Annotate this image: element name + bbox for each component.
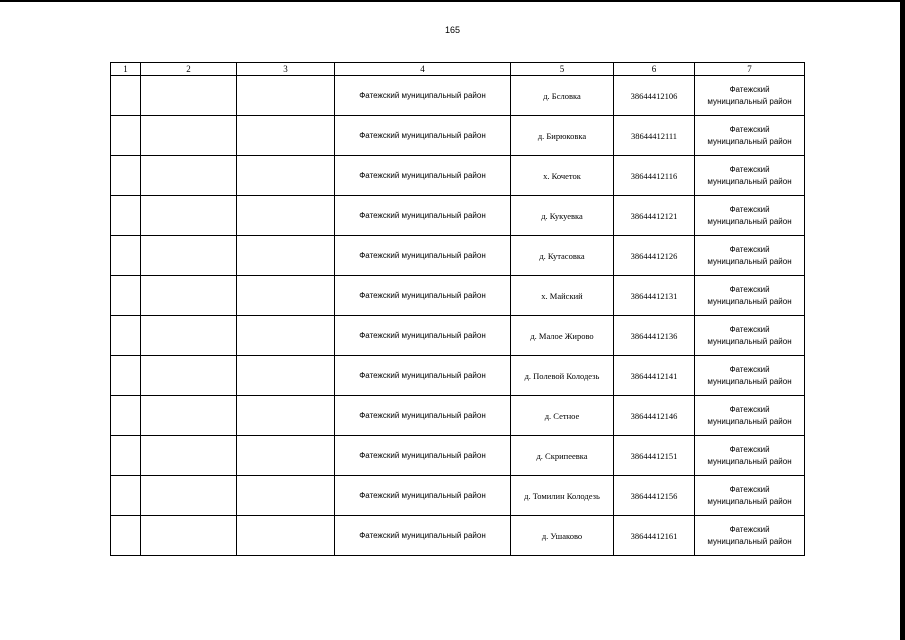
- municipality-line-1: Фатежский: [729, 484, 770, 494]
- municipality-line-1: Фатежский: [729, 524, 770, 534]
- table-row: [111, 236, 805, 276]
- column-header-1: 1: [111, 63, 141, 76]
- cell-settlement: д. Томилин Колодезь: [511, 476, 614, 516]
- table-row: [111, 356, 805, 396]
- cell-col1: [111, 356, 141, 396]
- cell-col3: [237, 196, 335, 236]
- cell-code: 38644412111: [614, 116, 695, 156]
- municipality-line-1: Фатежский: [729, 204, 770, 214]
- cell-col1: [111, 156, 141, 196]
- cell-col2: [141, 236, 237, 276]
- cell-municipality: [695, 316, 805, 356]
- cell-col3: [237, 116, 335, 156]
- cell-municipality: [695, 396, 805, 436]
- cell-col1: [111, 76, 141, 116]
- table-body: [111, 76, 805, 556]
- cell-municipality: [695, 356, 805, 396]
- column-header-3: 3: [237, 63, 335, 76]
- cell-col1: [111, 316, 141, 356]
- municipality-line-2: муниципальный район: [707, 96, 792, 106]
- municipality-line-1: Фатежский: [729, 124, 770, 134]
- cell-code: 38644412151: [614, 436, 695, 476]
- cell-col1: [111, 196, 141, 236]
- cell-district: Фатежский муниципальный район: [335, 516, 511, 556]
- cell-col3: [237, 276, 335, 316]
- cell-col2: [141, 476, 237, 516]
- page-number: 165: [444, 25, 461, 35]
- municipality-line-1: Фатежский: [729, 84, 770, 94]
- cell-col2: [141, 516, 237, 556]
- municipality-line-2: муниципальный район: [707, 176, 792, 186]
- table-row: [111, 516, 805, 556]
- cell-code: 38644412121: [614, 196, 695, 236]
- municipality-line-2: муниципальный район: [707, 336, 792, 346]
- cell-code: 38644412146: [614, 396, 695, 436]
- cell-col1: [111, 516, 141, 556]
- cell-col3: [237, 76, 335, 116]
- cell-col1: [111, 396, 141, 436]
- cell-settlement: д. Скрипеевка: [511, 436, 614, 476]
- table-row: [111, 396, 805, 436]
- table-row: [111, 476, 805, 516]
- cell-col1: [111, 436, 141, 476]
- cell-col3: [237, 396, 335, 436]
- cell-col3: [237, 156, 335, 196]
- cell-settlement: х. Майский: [511, 276, 614, 316]
- cell-code: 38644412136: [614, 316, 695, 356]
- cell-district: Фатежский муниципальный район: [335, 76, 511, 116]
- cell-municipality: [695, 76, 805, 116]
- cell-settlement: х. Кочеток: [511, 156, 614, 196]
- table-row: [111, 196, 805, 236]
- table-row: [111, 276, 805, 316]
- cell-col2: [141, 196, 237, 236]
- cell-district: Фатежский муниципальный район: [335, 356, 511, 396]
- table-row: [111, 436, 805, 476]
- municipality-line-2: муниципальный район: [707, 456, 792, 466]
- cell-col1: [111, 276, 141, 316]
- cell-municipality: [695, 196, 805, 236]
- cell-code: 38644412131: [614, 276, 695, 316]
- column-header-4: 4: [335, 63, 511, 76]
- cell-settlement: д. Сетное: [511, 396, 614, 436]
- scan-border-top: [0, 0, 905, 2]
- cell-col1: [111, 476, 141, 516]
- cell-settlement: д. Ушаково: [511, 516, 614, 556]
- cell-code: 38644412116: [614, 156, 695, 196]
- table-row: [111, 156, 805, 196]
- municipality-line-2: муниципальный район: [707, 256, 792, 266]
- header-row: [111, 63, 805, 76]
- table-row: [111, 76, 805, 116]
- cell-code: 38644412106: [614, 76, 695, 116]
- cell-settlement: д. Бирюковка: [511, 116, 614, 156]
- municipality-line-2: муниципальный район: [707, 536, 792, 546]
- cell-col3: [237, 356, 335, 396]
- municipality-line-2: муниципальный район: [707, 416, 792, 426]
- cell-municipality: [695, 476, 805, 516]
- cell-settlement: д. Кукуевка: [511, 196, 614, 236]
- settlements-table: [110, 62, 805, 556]
- cell-code: 38644412141: [614, 356, 695, 396]
- municipality-line-1: Фатежский: [729, 244, 770, 254]
- cell-code: 38644412156: [614, 476, 695, 516]
- municipality-line-2: муниципальный район: [707, 216, 792, 226]
- cell-district: Фатежский муниципальный район: [335, 196, 511, 236]
- cell-district: Фатежский муниципальный район: [335, 396, 511, 436]
- cell-municipality: [695, 116, 805, 156]
- column-header-5: 5: [511, 63, 614, 76]
- municipality-line-1: Фатежский: [729, 444, 770, 454]
- municipality-line-2: муниципальный район: [707, 296, 792, 306]
- cell-district: Фатежский муниципальный район: [335, 236, 511, 276]
- cell-municipality: [695, 436, 805, 476]
- municipality-line-1: Фатежский: [729, 164, 770, 174]
- table-row: [111, 116, 805, 156]
- cell-col2: [141, 436, 237, 476]
- cell-col1: [111, 116, 141, 156]
- cell-col3: [237, 316, 335, 356]
- column-header-6: 6: [614, 63, 695, 76]
- cell-district: Фатежский муниципальный район: [335, 116, 511, 156]
- cell-settlement: д. Бсловка: [511, 76, 614, 116]
- cell-col2: [141, 276, 237, 316]
- municipality-line-1: Фатежский: [729, 324, 770, 334]
- cell-col2: [141, 116, 237, 156]
- column-header-7: 7: [695, 63, 805, 76]
- cell-district: Фатежский муниципальный район: [335, 476, 511, 516]
- cell-col3: [237, 236, 335, 276]
- cell-district: Фатежский муниципальный район: [335, 316, 511, 356]
- cell-col2: [141, 396, 237, 436]
- cell-municipality: [695, 236, 805, 276]
- cell-col2: [141, 356, 237, 396]
- municipality-line-1: Фатежский: [729, 284, 770, 294]
- cell-settlement: д. Малое Жирово: [511, 316, 614, 356]
- cell-col3: [237, 436, 335, 476]
- cell-col2: [141, 316, 237, 356]
- cell-code: 38644412161: [614, 516, 695, 556]
- cell-district: Фатежский муниципальный район: [335, 156, 511, 196]
- municipality-line-2: муниципальный район: [707, 136, 792, 146]
- cell-settlement: д. Полевой Колодезь: [511, 356, 614, 396]
- column-header-2: 2: [141, 63, 237, 76]
- cell-district: Фатежский муниципальный район: [335, 436, 511, 476]
- table-row: [111, 316, 805, 356]
- municipality-line-1: Фатежский: [729, 364, 770, 374]
- cell-municipality: [695, 276, 805, 316]
- cell-settlement: д. Кутасовка: [511, 236, 614, 276]
- cell-municipality: [695, 156, 805, 196]
- cell-col1: [111, 236, 141, 276]
- cell-col2: [141, 76, 237, 116]
- cell-district: Фатежский муниципальный район: [335, 276, 511, 316]
- cell-col3: [237, 516, 335, 556]
- scan-border-right: [900, 0, 905, 640]
- municipality-line-1: Фатежский: [729, 404, 770, 414]
- cell-col2: [141, 156, 237, 196]
- municipality-line-2: муниципальный район: [707, 376, 792, 386]
- municipality-line-2: муниципальный район: [707, 496, 792, 506]
- cell-municipality: [695, 516, 805, 556]
- cell-code: 38644412126: [614, 236, 695, 276]
- cell-col3: [237, 476, 335, 516]
